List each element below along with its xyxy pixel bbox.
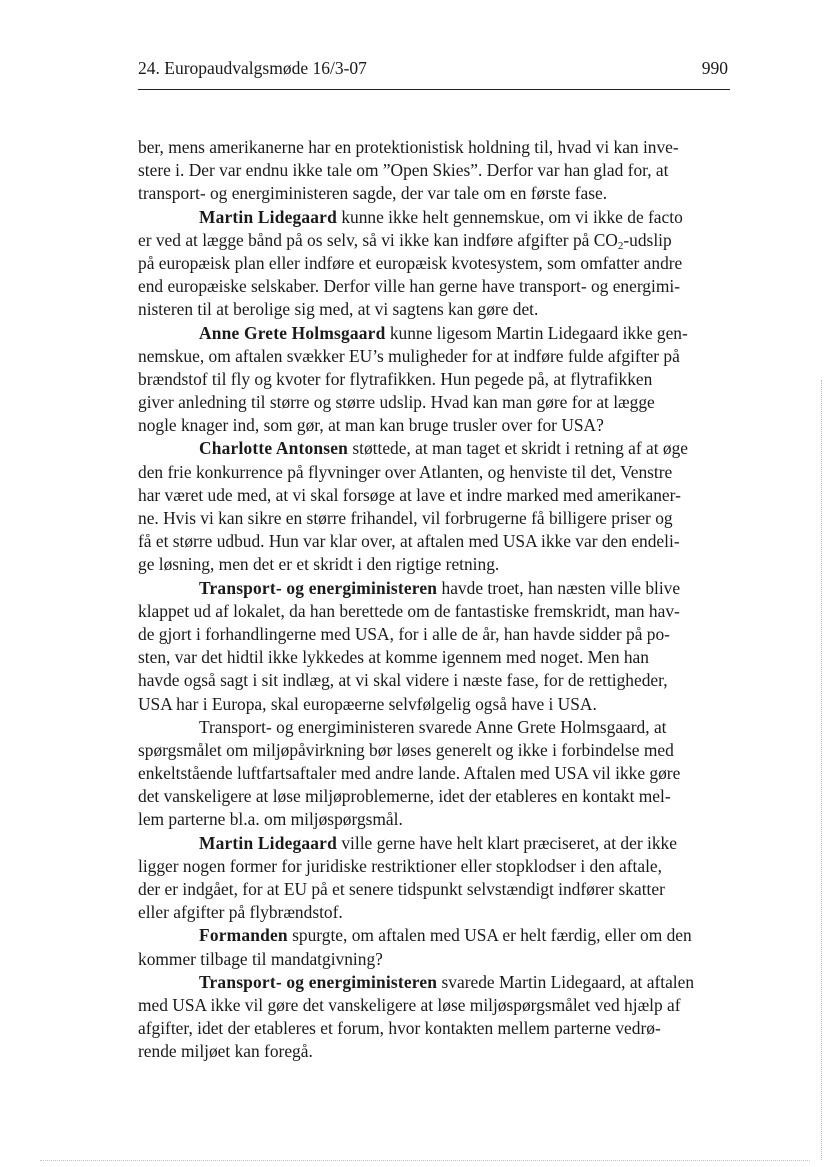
speaker-name: Anne Grete Holmsgaard bbox=[199, 322, 386, 343]
text-line: ne. Hvis vi kan sikre en større frihandel, vil forbrugerne få billigere priser og bbox=[138, 508, 673, 528]
text-line: spørgsmålet om miljøpåvirkning bør løses generelt og ikke i forbindelse med bbox=[138, 739, 674, 760]
text-line: end europæiske selskaber. Derfor ville han gerne have transport- og energimi- bbox=[138, 276, 680, 297]
text-line: på europæisk plan eller indføre et europæisk kvotesystem, som omfatter andre bbox=[138, 252, 683, 273]
text-line bbox=[138, 322, 738, 345]
header-title: 24. Europaudvalgsmøde 16/3-07 bbox=[138, 58, 367, 78]
speaker-name: Charlotte Antonsen bbox=[199, 438, 349, 459]
text-line: stere i. Der var endnu ikke tale om ”Open Skies”. Derfor var han glad for, at bbox=[138, 160, 669, 181]
paragraph bbox=[138, 437, 738, 576]
speaker-name: Martin Lidegaard bbox=[199, 832, 337, 853]
text-line: nogle knager ind, som gør, at man kan bruge trusler over for USA? bbox=[138, 415, 604, 436]
text-run: -udslip bbox=[623, 229, 672, 250]
paragraph bbox=[138, 971, 738, 1064]
text-line: klappet ud af lokalet, da han berettede om de fantastiske fremskridt, man hav- bbox=[138, 600, 680, 621]
speaker-name: Transport- og energiministeren bbox=[199, 971, 438, 992]
text-run: er ved at lægge bånd på os selv, så vi ikke kan indføre afgifter på CO bbox=[138, 229, 618, 250]
page-header bbox=[138, 58, 728, 84]
text-line: ligger nogen former for juridiske restriktioner eller stopklodser i den aftale, bbox=[138, 855, 662, 876]
paragraph bbox=[138, 206, 738, 322]
scan-edge-right bbox=[820, 380, 822, 1160]
text-line bbox=[138, 832, 738, 855]
text-run: ville gerne have helt klart præciseret, at der ikke bbox=[336, 832, 677, 853]
text-line: der er indgået, for at EU på et senere tidspunkt selvstændigt indfører skatter bbox=[138, 879, 665, 899]
text-line: afgifter, idet der etableres et forum, hvor kontakten mellem parterne vedrø- bbox=[138, 1018, 661, 1039]
text-line: med USA ikke vil gøre det vanskeligere at løse miljøspørgsmålet ved hjælp af bbox=[138, 994, 681, 1015]
paragraph bbox=[138, 832, 738, 925]
text-line: giver anledning til større og større udslip. Hvad kan man gøre for at lægge bbox=[138, 392, 655, 413]
paragraph bbox=[138, 136, 738, 206]
text-line: rende miljøet kan foregå. bbox=[138, 1041, 313, 1062]
text-line: Transport- og energiministeren svarede Anne Grete Holmsgaard, at bbox=[199, 716, 667, 737]
paragraph bbox=[138, 716, 738, 832]
header-rule bbox=[138, 89, 730, 90]
text-line: nemskue, om aftalen svækker EU’s muligheder for at indføre fulde afgifter på bbox=[138, 345, 680, 366]
speaker-name: Formanden bbox=[199, 925, 288, 946]
paragraph bbox=[138, 924, 738, 970]
text-run: spurgte, om aftalen med USA er helt færdig, eller om den bbox=[287, 925, 692, 946]
text-line: USA har i Europa, skal europæerne selvfølgelig også have i USA. bbox=[138, 693, 597, 714]
paragraph bbox=[138, 577, 738, 716]
page-number: 990 bbox=[701, 58, 728, 78]
text-line bbox=[138, 971, 738, 994]
text-line: lem parterne bl.a. om miljøspørgsmål. bbox=[138, 809, 403, 830]
text-line bbox=[138, 437, 738, 460]
text-line: eller afgifter på flybrændstof. bbox=[138, 902, 343, 923]
scan-edge-bottom bbox=[40, 1160, 810, 1161]
paragraph bbox=[138, 322, 738, 438]
text-line: ber, mens amerikanerne har en protektionistisk holdning til, hvad vi kan inve- bbox=[138, 137, 679, 157]
text-line: transport- og energiministeren sagde, der var tale om en første fase. bbox=[138, 183, 608, 204]
text-line bbox=[138, 924, 738, 947]
text-line: kommer tilbage til mandatgivning? bbox=[138, 948, 383, 969]
text-run: svarede Martin Lidegaard, at aftalen bbox=[437, 971, 695, 992]
document-body bbox=[138, 136, 738, 1064]
text-line bbox=[138, 206, 738, 229]
text-line: har været ude med, at vi skal forsøge at lave et indre marked med amerikaner- bbox=[138, 484, 681, 505]
text-run: havde troet, han næsten ville blive bbox=[437, 577, 681, 598]
text-line bbox=[138, 229, 738, 252]
text-line: den frie konkurrence på flyvninger over Atlanten, og henviste til det, Venstre bbox=[138, 461, 673, 482]
text-run: kunne ikke helt gennemskue, om vi ikke de facto bbox=[336, 206, 683, 227]
text-line: havde også sagt i sit indlæg, at vi skal videre i næste fase, for de rettigheder, bbox=[138, 670, 668, 691]
text-line: det vanskeligere at løse miljøproblemerne, idet der etableres en kontakt mel- bbox=[138, 786, 671, 807]
text-line: sten, var det hidtil ikke lykkedes at komme igennem med noget. Men han bbox=[138, 647, 649, 668]
text-line bbox=[138, 577, 738, 600]
text-line: nisteren til at berolige sig med, at vi sagtens kan gøre det. bbox=[138, 299, 539, 320]
text-line: ge løsning, men det er et skridt i den rigtige retning. bbox=[138, 554, 500, 575]
speaker-name: Martin Lidegaard bbox=[199, 206, 337, 227]
text-line: enkeltstående luftfartsaftaler med andre lande. Aftalen med USA vil ikke gøre bbox=[138, 763, 681, 784]
text-line: brændstof til fly og kvoter for flytrafikken. Hun pegede på, at flytrafikken bbox=[138, 368, 653, 389]
subscript: 2 bbox=[617, 239, 624, 252]
text-run: kunne ligesom Martin Lidegaard ikke gen- bbox=[385, 322, 688, 343]
text-run: støttede, at man taget et skridt i retning af at øge bbox=[348, 438, 688, 459]
speaker-name: Transport- og energiministeren bbox=[199, 577, 438, 598]
text-line: få et større udbud. Hun var klar over, at aftalen med USA ikke var den endeli- bbox=[138, 531, 680, 552]
text-line: de gjort i forhandlingerne med USA, for i alle de år, han havde sidder på po- bbox=[138, 623, 670, 644]
